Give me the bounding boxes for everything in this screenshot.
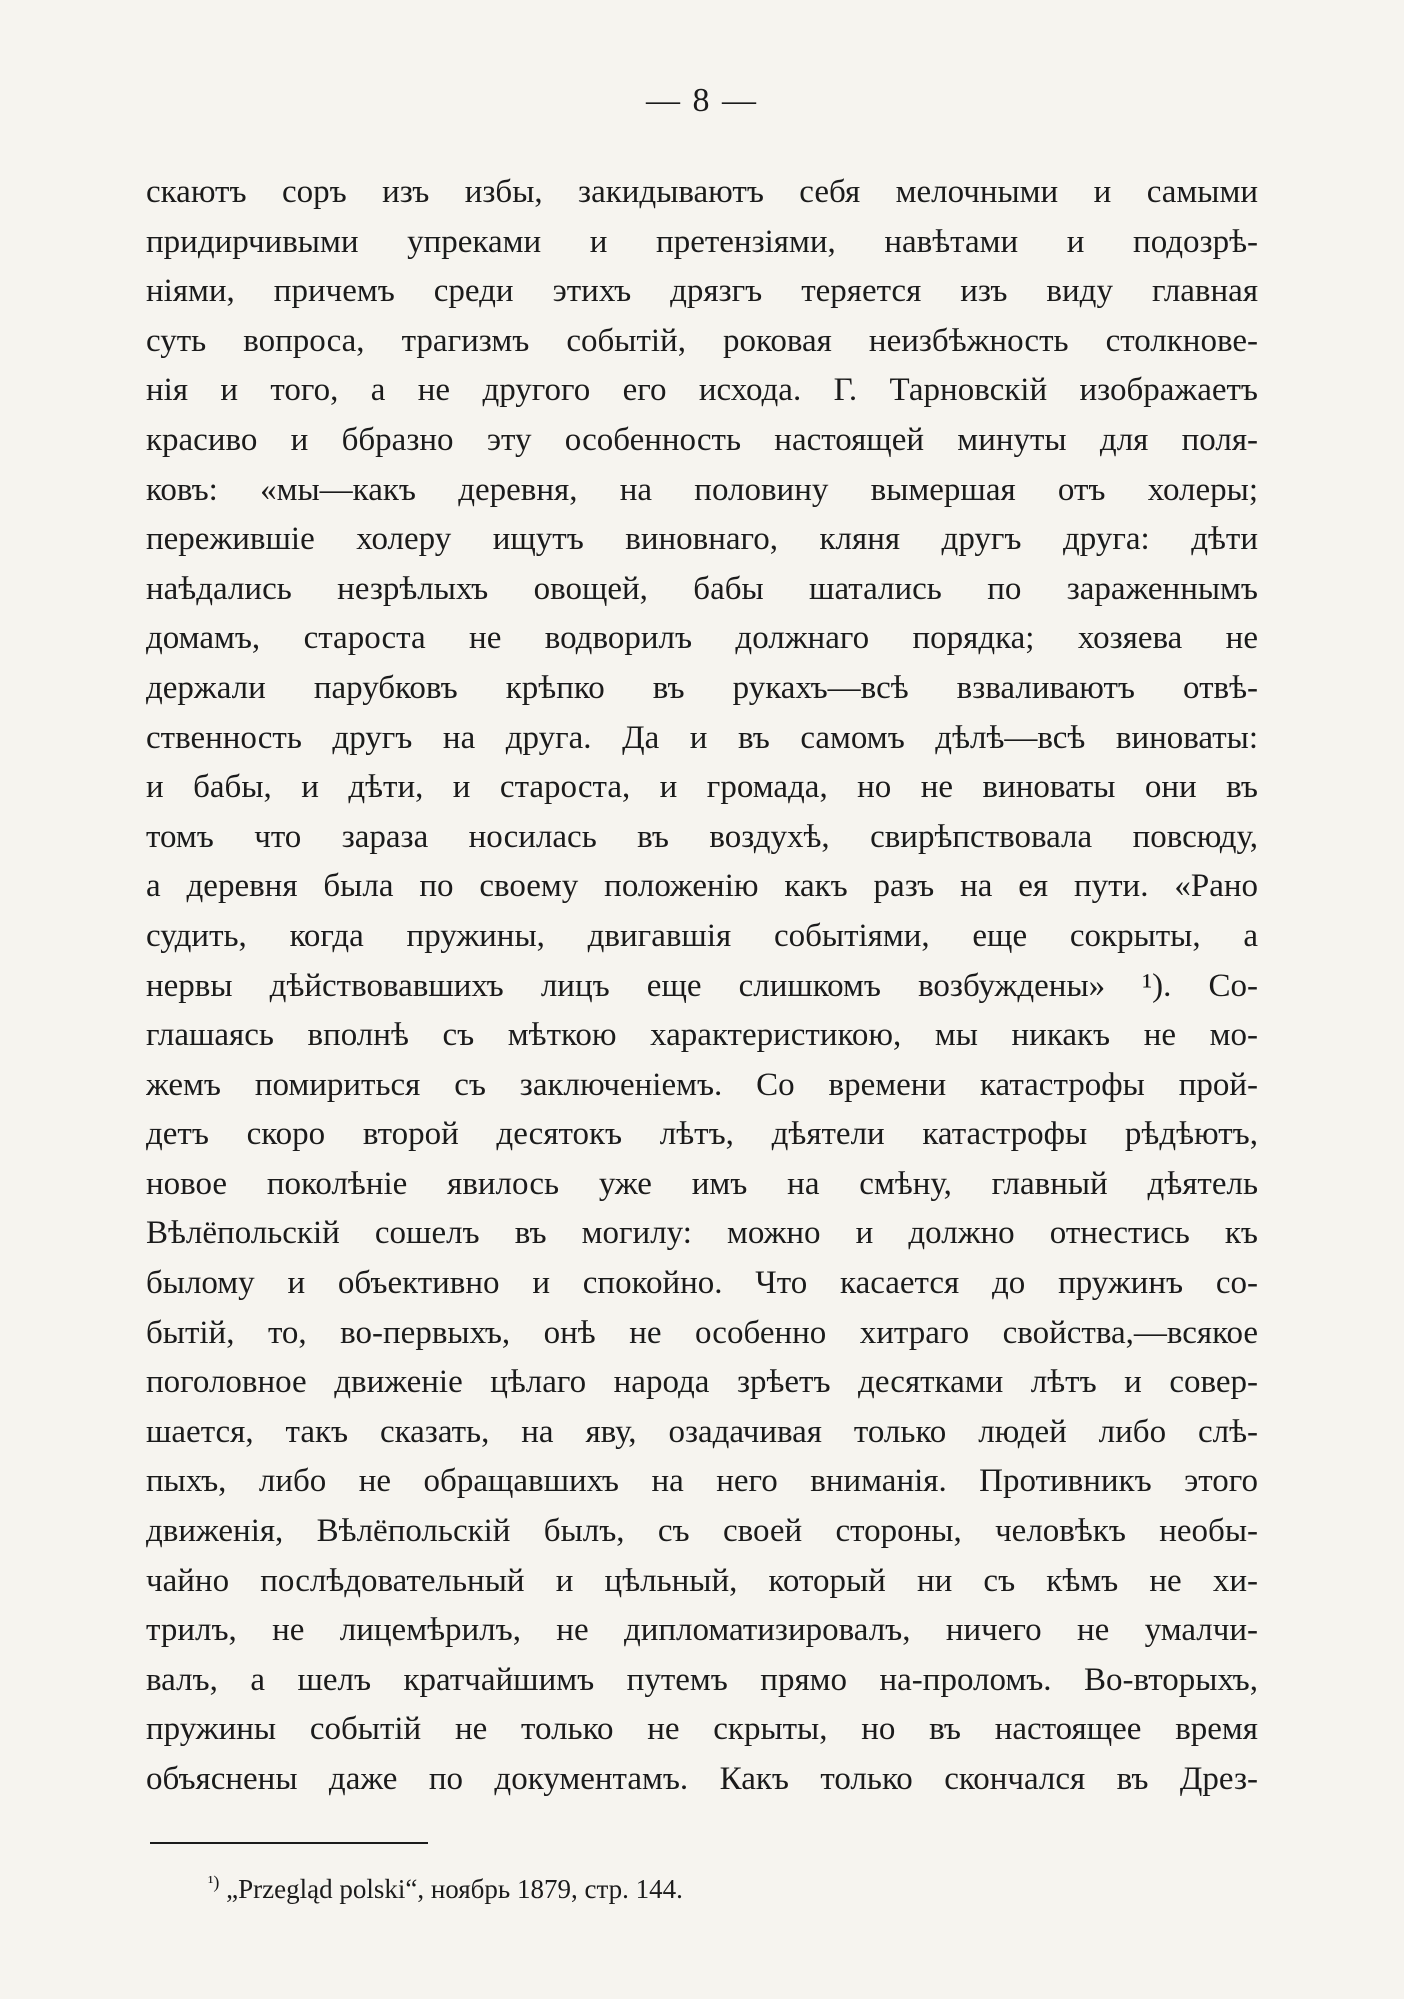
text-line: пружины событій не только не скрыты, но въ настоящее время (146, 1711, 1258, 1748)
text-line: жемъ помириться съ заключеніемъ. Со времени катастрофы прой- (146, 1066, 1258, 1103)
text-line: а деревня была по своему положенію какъ разъ на ея пути. «Рано (146, 868, 1258, 905)
text-line: детъ скоро второй десятокъ лѣтъ, дѣятели катастрофы рѣдѣютъ, (146, 1116, 1258, 1153)
text-line: пыхъ, либо не обращавшихъ на него вниманія. Противникъ этого (146, 1463, 1258, 1500)
text-line: бытій, то, во-первыхъ, онѣ не особенно хитраго свойства,—всякое (146, 1314, 1258, 1351)
text-line: томъ что зараза носилась въ воздухѣ, свирѣпствовала повсюду, (146, 818, 1258, 855)
text-line: поголовное движеніе цѣлаго народа зрѣетъ десятками лѣтъ и совер- (146, 1364, 1258, 1401)
text-line: движенія, Вѣлёпольскій былъ, съ своей стороны, человѣкъ необы- (146, 1513, 1258, 1550)
text-line: судить, когда пружины, двигавшія событіями, еще сокрыты, а (146, 917, 1258, 954)
text-line: ніями, причемъ среди этихъ дрязгъ теряется изъ виду главная (146, 273, 1258, 310)
text-line: шается, такъ сказать, на яву, озадачивая только людей либо слѣ- (146, 1413, 1258, 1450)
text-line: новое поколѣніе явилось уже имъ на смѣну, главный дѣятель (146, 1165, 1258, 1202)
text-line: трилъ, не лицемѣрилъ, не дипломатизировалъ, ничего не умалчи- (146, 1612, 1258, 1649)
text-line: валъ, а шелъ кратчайшимъ путемъ прямо на-проломъ. Во-вторыхъ, (146, 1661, 1258, 1698)
page-number: — 8 — (646, 82, 758, 119)
body-text (146, 168, 1258, 1805)
text-line: наѣдались незрѣлыхъ овощей, бабы шатались по зараженнымъ (146, 570, 1258, 607)
text-line: красиво и ббразно эту особенность настоящей минуты для поля- (146, 421, 1258, 458)
text-line: ственность другъ на друга. Да и въ самомъ дѣлѣ—всѣ виноваты: (146, 719, 1258, 756)
text-line: придирчивыми упреками и претензіями, навѣтами и подозрѣ- (146, 223, 1258, 260)
text-line: Вѣлёпольскій сошелъ въ могилу: можно и должно отнестись къ (146, 1215, 1258, 1252)
text-line: и бабы, и дѣти, и староста, и громада, но не виноваты они въ (146, 769, 1258, 806)
text-line: глашаясь вполнѣ съ мѣткою характеристикою, мы никакъ не мо- (146, 1017, 1258, 1054)
footnote (208, 1872, 683, 1905)
text-line: нія и того, а не другого его исхода. Г. Тарновскій изображаетъ (146, 372, 1258, 409)
text-line: чайно послѣдовательный и цѣльный, который ни съ кѣмъ не хи- (146, 1562, 1258, 1599)
text-line: суть вопроса, трагизмъ событій, роковая неизбѣжность столкнове- (146, 322, 1258, 359)
footnote-text: „Przegląd polski“, ноябрь 1879, стр. 144. (226, 1874, 683, 1904)
text-line: ковъ: «мы—какъ деревня, на половину вымершая отъ холеры; (146, 471, 1258, 508)
text-line: домамъ, староста не водворилъ должнаго порядка; хозяева не (146, 620, 1258, 657)
text-line: былому и объективно и спокойно. Что касается до пружинъ со- (146, 1265, 1258, 1302)
text-line: держали парубковъ крѣпко въ рукахъ—всѣ взваливаютъ отвѣ- (146, 669, 1258, 706)
text-line: пережившіе холеру ищутъ виновнаго, кляня другъ друга: дѣти (146, 521, 1258, 558)
text-line: скаютъ соръ изъ избы, закидываютъ себя мелочными и самыми (146, 174, 1258, 210)
text-line: объяснены даже по документамъ. Какъ только скончался въ Дрез- (146, 1761, 1258, 1797)
footnote-divider (150, 1842, 428, 1844)
text-line: нервы дѣйствовавшихъ лицъ еще слишкомъ возбуждены» ¹). Со- (146, 967, 1258, 1004)
footnote-marker: ¹) (208, 1872, 220, 1892)
